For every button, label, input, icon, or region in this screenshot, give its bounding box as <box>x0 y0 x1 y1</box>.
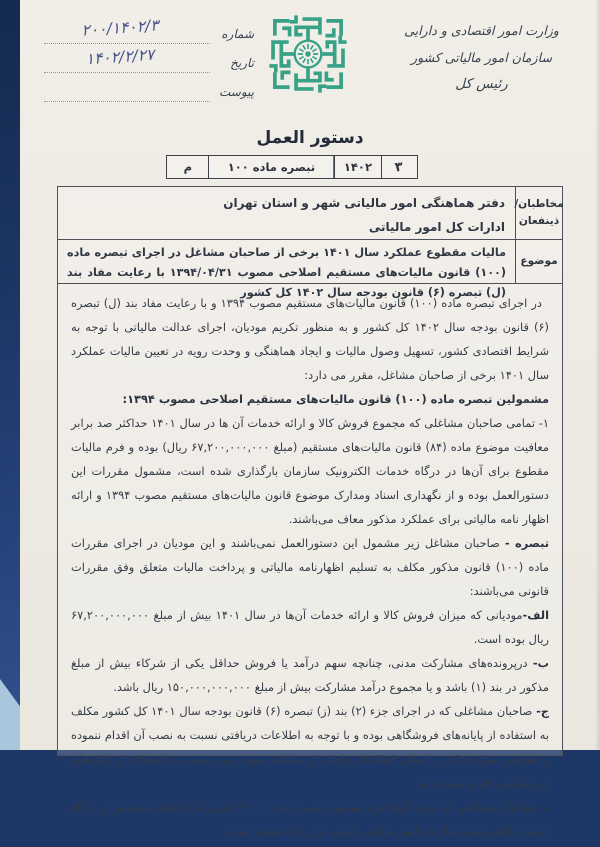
letter-attachment-row <box>32 80 254 109</box>
number-label: شماره <box>221 27 254 41</box>
letter-page <box>20 0 600 838</box>
attachment-label: پیوست <box>219 85 254 99</box>
note-paragraph <box>71 531 549 603</box>
strip-subject-cell: تبصره ماده ۱۰۰ <box>208 155 335 179</box>
note-lead: تبصره - <box>504 536 550 550</box>
subject-content: مالیات مقطوع عملکرد سال ۱۴۰۱ برخی از صاحبان مشاغل در اجرای تبصره ماده (۱۰۰) قانون مالیات‌های مستقیم اصلاحی مصوب ۱۳۹۴/۰۴/۳۱ با رعایت مفاد بند (ل) تبصره (۶) قانون بودجه سال ۱۴۰۲ کل کشور <box>67 246 506 299</box>
reference-strip-table <box>168 155 418 179</box>
recipients-line2: ادارات کل امور مالیاتی <box>368 220 505 234</box>
recipients-row <box>58 187 562 240</box>
note-text: صاحبان مشاغل زیر مشمول این دستورالعمل نمی‌باشند و این مودیان در اجرای مقررات ماده (۱۰۰) قانون مذکور مکلف به تسلیم اظهارنامه مالیاتی و پرداخت مالیات متعلق وفق مقررات قانونی می‌باشند: <box>71 536 549 598</box>
item-b-text: درپرونده‌های مشارکت مدنی، چنانچه سهم درآمد یا فروش حداقل یکی از شرکاء بیش از مبلغ مذکور در بند (۱) باشد و یا مجموع درآمد مشارکت بیش از مبلغ ۱۵۰,۰۰۰,۰۰۰,۰۰۰ ریال باشد. <box>71 656 549 694</box>
item-d-lead: د- <box>538 800 550 814</box>
recipients-line1: دفتر هماهنگی امور مالیاتی شهر و استان تهران <box>223 196 505 210</box>
directive-body <box>58 284 562 847</box>
letterhead-org-block <box>379 17 584 98</box>
document-title: دستور العمل <box>256 128 364 148</box>
strip-type-cell: م <box>166 155 209 179</box>
number-handwritten-value: ۲۰۰/۱۴۰۲/۳ <box>80 16 160 40</box>
strip-year-cell: ۱۴۰۲ <box>333 155 382 179</box>
item-a-text: مودیانی که میزان فروش کالا و ارائه خدمات آن‌ها در سال ۱۴۰۱ بیش از مبلغ ۶۷,۲۰۰,۰۰۰,۰۰۰ ریال بوده است. <box>71 608 549 646</box>
item-a <box>71 603 549 651</box>
item-c <box>71 699 549 795</box>
subject-row <box>58 240 562 299</box>
item-d-text: صاحبان مشاغلی که برای آن‌ها فرم موضوع تبصره ماده (۱۰۰) قانون مالیات‌های مستقیم در درگاه خدمات الکترونیکی سازمان امور مالیاتی کشور قرار داده نشده است. <box>71 800 549 838</box>
reference-block <box>32 16 254 109</box>
attachment-dotted-line <box>44 101 210 102</box>
strip-serial-value: ۳ <box>394 159 405 175</box>
recipients-label-line2: ذینفعان <box>518 215 560 227</box>
intro-paragraph: در اجرای تبصره ماده (۱۰۰) قانون مالیات‌های مستقیم مصوب ۱۳۹۴ و با رعایت مفاد بند (ل) تبصره (۶) قانون بودجه سال ۱۴۰۲ کل کشور و به منظور تکریم مودیان، اجرای عدالت مالیاتی با توجه به شرایط اقتصادی کشور، تسهیل وصول مالیات و ایجاد هماهنگی و وحدت رویه در تعیین مالیات عملکرد سال ۱۴۰۱ برخی از صاحبان مشاغل، مقرر می دارد: <box>71 296 549 382</box>
item-a-lead: الف- <box>522 608 549 622</box>
organization-name: سازمان امور مالیاتی کشور <box>410 50 553 65</box>
item-d <box>71 795 549 843</box>
date-label: تاریخ <box>230 56 254 70</box>
item-b <box>71 651 549 699</box>
subject-label-text: موضوع <box>520 255 558 267</box>
recipients-label-line1: مخاطبان/ <box>514 198 564 210</box>
directive-table <box>57 186 564 838</box>
director-general-title: رئیس کل <box>455 76 508 92</box>
logo-emblem-svg <box>262 7 354 101</box>
item-c-lead: ج- <box>536 704 549 718</box>
strip-serial-cell <box>381 155 418 179</box>
recipients-label <box>515 187 562 239</box>
item-c-text: صاحبان مشاغلی که در اجرای جزء (۲) بند (ز) تبصره (۶) قانون بودجه سال ۱۴۰۱ کل کشور مکلف به استفاده از پایانه‌های فروشگاهی بوده و با توجه به اطلاعات دریافتی نسبت به نصب آن اقدام ننموده و همچنین مواردی که بر اساس اطلاعات واصله از سامانه سوت زنی نسبت به استفاده از پایانه‌های فروشگاهی اقدام ننموده اند. <box>71 704 549 790</box>
item-b-lead: ب- <box>532 656 549 670</box>
date-dotted-line <box>44 72 210 73</box>
scan-margin-strip <box>0 0 22 750</box>
scope-heading: مشمولین تبصره ماده (۱۰۰) قانون مالیات‌های مستقیم اصلاحی مصوب ۱۳۹۴: <box>122 392 549 406</box>
subject-label <box>515 240 562 283</box>
tax-organization-logo-icon <box>262 7 354 101</box>
recipients-content <box>58 187 515 239</box>
item-1: ۱- تمامی صاحبان مشاغلی که مجموع فروش کالا و ارائه خدمات آن ها در سال ۱۴۰۱ حداکثر صد برابر معافیت موضوع ماده (۸۴) قانون مالیات‌های مستقیم (مبلغ ۶۷,۲۰۰,۰۰۰,۰۰۰ ریال) بوده و فرم مالیات مقطوع برای آن‌ها در درگاه خدمات الکترونیک سازمان بارگذاری شده است، مشمول مقررات این دستورالعمل بوده و از نگهداری اسناد ومدارک موضوع قانون مالیات‌های مستقیم مصوب ۱۳۹۴ و ارائه اظهار نامه مالیاتی برای عملکرد مذکور معاف می‌باشند. <box>71 416 549 526</box>
page-edge-shadow <box>595 0 600 750</box>
letter-date-row <box>32 45 254 80</box>
ministry-name: وزارت امور اقتصادی و دارایی <box>404 23 559 38</box>
date-handwritten-value: ۱۴۰۲/۲/۲۷ <box>85 45 155 69</box>
